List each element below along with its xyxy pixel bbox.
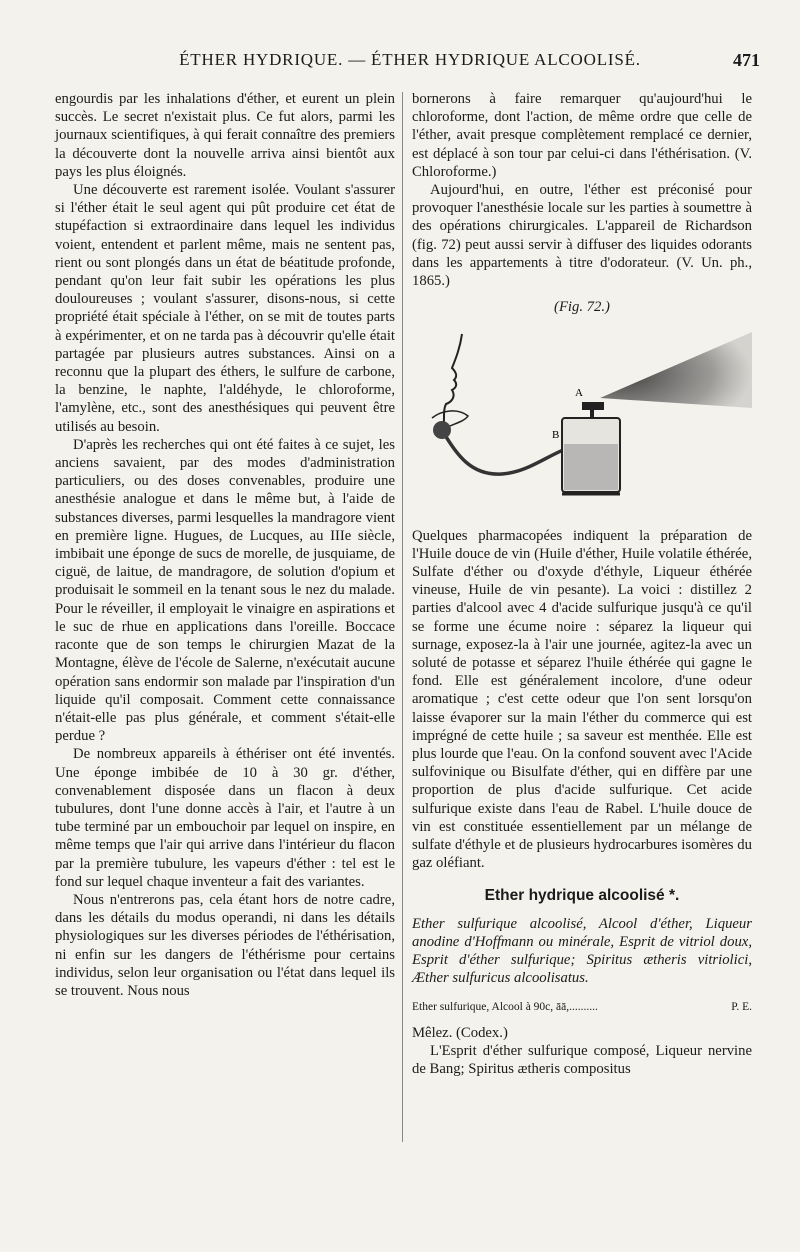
bulb: [433, 421, 451, 439]
section-heading: Ether hydrique alcoolisé *.: [484, 886, 680, 904]
left-column: [55, 90, 395, 1000]
paragraph: D'après les recherches qui ont été faites à ce sujet, les anciens savaient, par des modes d'administration particuliers, ou des doses convenables, produire une anesthésie analogue et dans le même but, à l'aide de substances diverses, parmi lesquelles la mandragore vient en première ligne. Hugues, de Lucques, au IIIe siècle, imbibait une éponge de sucs de morelle, de jusquiame, de ciguë, de laitue, de mandragore, de solution d'opium et produisait le sommeil en la tenant sous le nez du malade. Pour le réveiller, il employait le vinaigre en aspirations et le suc de rhue en applications dans l'oreille. Boccace raconte que de son temps le chirurgien Mazat de la Montagne, élève de l'école de Salerne, n'exécutait aucune opération sans endormir son malade par l'inspiration d'un liquide qu'il composait. Comment cette connaissance n'était-elle pas plus générale, et comment s'était-elle perdue ?: [55, 436, 395, 745]
spray-cone: [600, 332, 752, 408]
nozzle: [582, 402, 604, 410]
richardson-apparatus-illustration: [412, 326, 752, 511]
page-header: [60, 50, 760, 90]
right-column: [412, 90, 752, 1078]
figure-caption: (Fig. 72.): [554, 299, 610, 316]
paragraph: bornerons à faire remarquer qu'aujourd'hui le chloroforme, dont l'action, de même ordre que celle de l'éther, avait presque complètement remplacé ce dernier, est déplacé à son tour par celui-ci dans l'éthérisation. (V. Chloroforme.): [412, 91, 752, 180]
synonyms: Ether sulfurique alcoolisé, Alcool d'éther, Liqueur anodine d'Hoffmann ou minérale, Esprit de vitriol doux, Esprit d'éther sulfurique; Spiritus ætheris vitriolici, Æther sulfuricus alcoolisatus.: [412, 915, 752, 987]
column-divider: [402, 92, 403, 1142]
paragraph: engourdis par les inhalations d'éther, et eurent un plein succès. Le secret n'existait plus. Ce fut alors, parmi les journaux scientifiques, à qui ferait connaître des premiers la découverte dont la nouvelle arriva ainsi bientôt aux pays les plus éloignés.: [55, 91, 395, 180]
paragraph: Quelques pharmacopées indiquent la préparation de l'Huile douce de vin (Huile d'éther, Huile volatile éthérée, Sulfate d'éther ou d'oxyde d'éthyle, Liqueur éthérée vineuse, Huile de vin pesante). La voici : distillez 2 parties d'alcool avec 4 d'acide sulfurique jusqu'à ce qu'il se forme une écume noire : séparez la liqueur qui surnage, exposez-la à l'air une journée, agitez-la avec un soluté de potasse et séparez l'huile éthérée qui gagne le fond. Elle est généralement incolore, d'une odeur aromatique ; c'est cette odeur que l'on sent lorsqu'on laisse évaporer sur la main l'éther du commerce qui est imprégné de cette huile ; sa saveur est menthée. Elle est plus lourde que l'eau. On la confond souvent avec l'Acide sulfovinique ou Bisulfate d'éther, qui en diffère par une proportion de plus d'acide sulfurique. Cet acide sulfurique existe dans l'eau de Rabel. L'huile douce de vin est constituée essentiellement par un mélange de sulfate d'éthyle et de plusieurs hydrocarbures isomères du gaz oléfiant.: [412, 527, 752, 872]
paragraph: Une découverte est rarement isolée. Voulant s'assurer si l'éther était le seul agent qui pût produire cet état de stupéfaction si extraordinaire dans lequel les individus voient, entendent et parlent même, mais ne sentent pas, rient ou sont plongés dans un état de béatitude profonde, pendant qu'on leur fait subir les opérations les plus douloureuses ; voulant s'assurer, disons-nous, si cette propriété était spéciale à l'éther, on se mit de toutes parts à expérimenter, et on ne tarda pas à découvrir qu'elle était partagée par plusieurs autres substances. Ainsi on a reconnu que la plupart des éthers, le sulfure de carbone, la benzine, le naphte, l'aldéhyde, le chloroforme, l'amylène, etc., sont des anesthésiques qui peuvent être utilisés au besoin.: [55, 182, 395, 435]
formula-ingredients: Ether sulfurique, Alcool à 90c, āā,..........: [412, 1000, 598, 1013]
fig-label-a: A: [575, 387, 583, 400]
fig-label-b: B: [552, 429, 560, 442]
instruction: Mêlez. (Codex.): [412, 1024, 508, 1041]
paragraph: Nous n'entrerons pas, cela étant hors de notre cadre, dans les détails du modus operandi, ni dans les détails physiologiques sur les diverses périodes de l'éthérisation, ni enfin sur les dangers de l'éthérisme pour certains individus, selon leur organisation ou l'état dans lequel ils se trouvent. Nous nous: [55, 891, 395, 999]
page-number: 471: [733, 50, 760, 70]
face-profile: [442, 334, 462, 434]
formula-line: [412, 998, 752, 1016]
running-title: ÉTHER HYDRIQUE. — ÉTHER HYDRIQUE ALCOOLISÉ.: [179, 50, 641, 69]
flask-liquid: [564, 444, 618, 490]
formula-quantity: P. E.: [731, 1000, 752, 1013]
paragraph: Aujourd'hui, en outre, l'éther est préconisé pour provoquer l'anesthésie locale sur les parties à soumettre à des opérations chirurgicales. L'appareil de Richardson (fig. 72) peut aussi servir à diffuser des liquides odorants dans les appartements à titre d'odorateur. (V. Un. ph., 1865.): [412, 182, 752, 290]
paragraph: De nombreux appareils à éthériser ont été inventés. Une éponge imbibée de 10 à 30 gr. d'éther, convenablement disposée dans un flacon à deux tubulures, dont l'une donne accès à l'air, et l'autre à un tube terminé par un embouchoir par lequel on inspire, en même temps que l'air qui arrive dans l'intérieur du flacon par la première tubulure, les vapeurs d'éther : tel est le fond sur lequel chaque inventeur a fait des variantes.: [55, 746, 395, 890]
paragraph: L'Esprit d'éther sulfurique composé, Liqueur nervine de Bang; Spiritus ætheris compositus: [412, 1042, 752, 1078]
